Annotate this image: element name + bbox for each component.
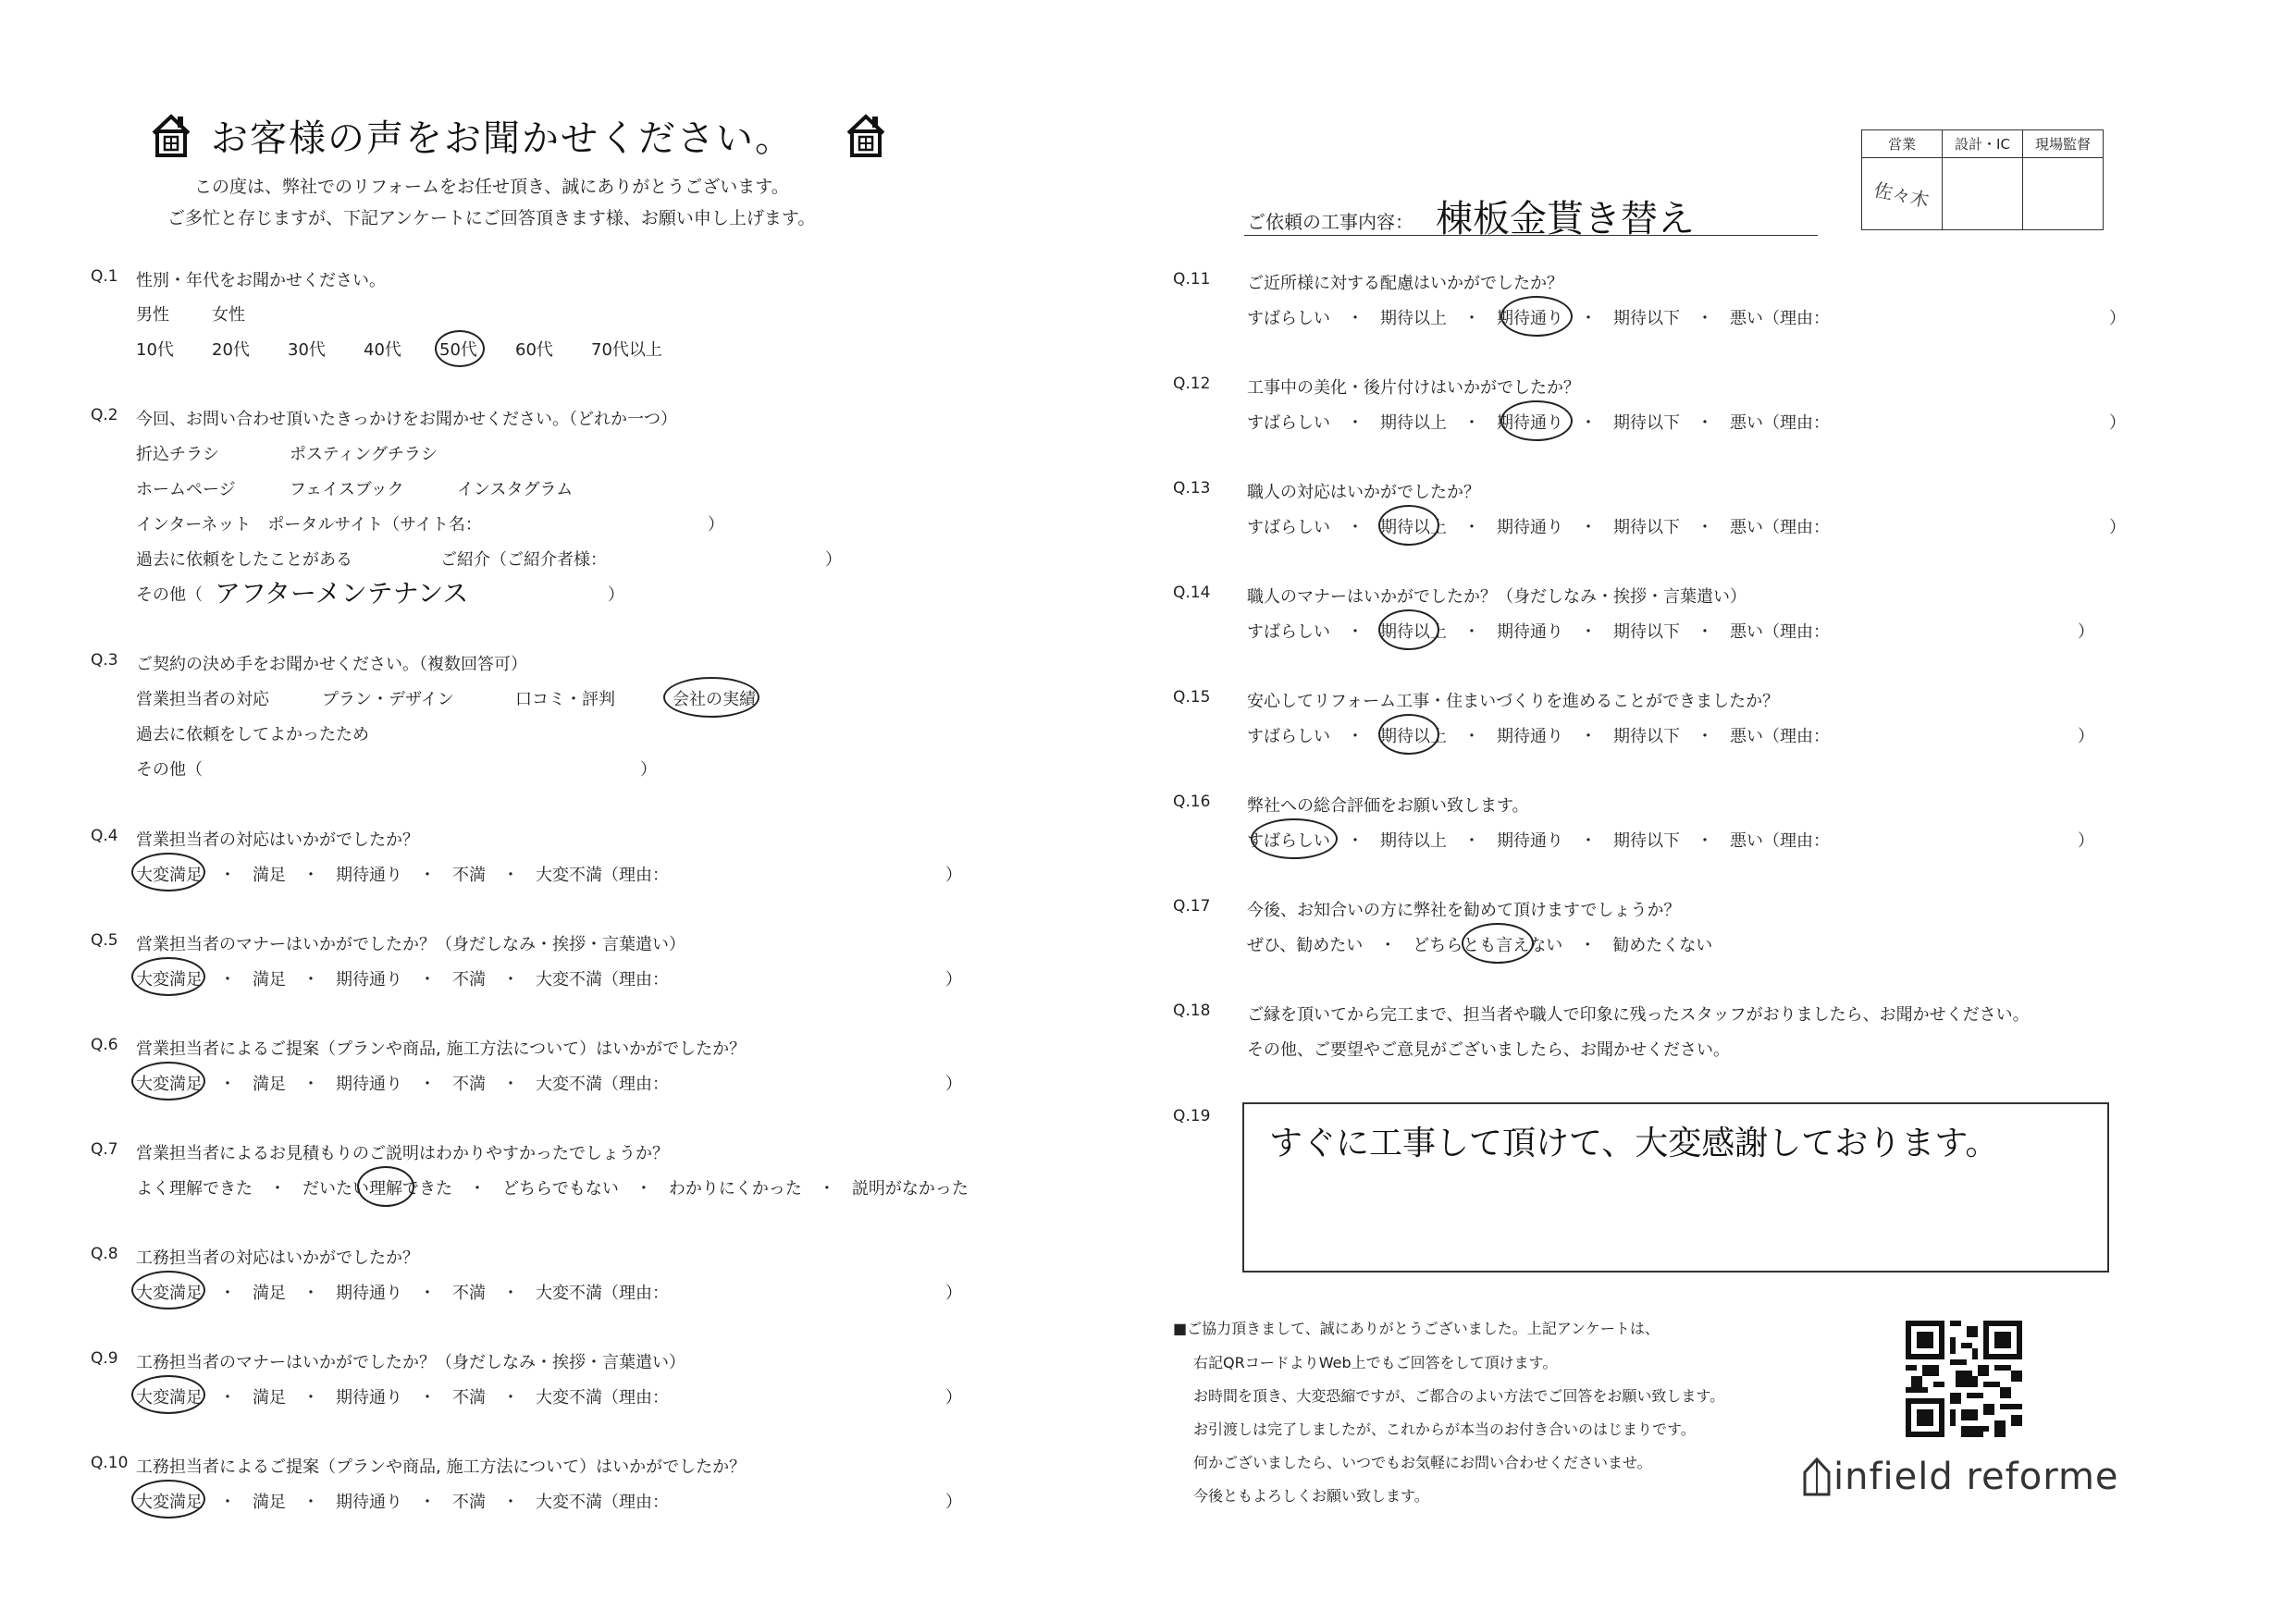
intro-line-2: ご多忙と存じますが、下記アンケートにご回答頂きます様、お願い申し上げます。 xyxy=(167,208,816,228)
q1-age-30s[interactable]: 30代 xyxy=(288,340,326,360)
q11-number: Q.11 xyxy=(1173,270,1211,289)
q3-opt-reviews[interactable]: 口コミ・評判 xyxy=(515,690,615,709)
q5-options[interactable]: 大変満足 ・ 満足 ・ 期待通り ・ 不満 ・ 大変不満（理由： xyxy=(136,970,669,990)
answer-circle xyxy=(1378,505,1439,546)
qr-code-icon[interactable] xyxy=(1906,1321,2022,1437)
q15-close: ） xyxy=(2078,727,2094,746)
staff-box xyxy=(1861,129,2104,230)
q10-text: 工務担当者によるご提案（プランや商品, 施工方法について）はいかがでしたか？ xyxy=(136,1457,747,1477)
logo-house-icon xyxy=(1802,1456,1832,1498)
q2-number: Q.2 xyxy=(91,406,118,424)
answer-circle xyxy=(1500,400,1573,441)
closing-line-6: 今後ともよろしくお願い致します。 xyxy=(1193,1487,1429,1505)
q6-number: Q.6 xyxy=(91,1036,118,1054)
q2-opt-flyer[interactable]: 折込チラシ xyxy=(136,445,219,464)
q7-options[interactable]: よく理解できた ・ だいたい理解できた ・ どちらでもない ・ わかりにくかった ・ 説明がなかった xyxy=(136,1179,969,1199)
q10-number: Q.10 xyxy=(91,1454,129,1472)
q12-options[interactable]: すばらしい ・ 期待以上 ・ 期待通り ・ 期待以下 ・ 悪い（理由： xyxy=(1247,413,1830,433)
work-value: 棟板金貰き替え xyxy=(1436,198,1695,240)
q2-opt-facebook[interactable]: フェイスブック xyxy=(290,480,404,499)
answer-circle xyxy=(1462,923,1534,964)
answer-circle xyxy=(131,1375,205,1414)
q2-other-close: ） xyxy=(608,585,624,605)
q1-text: 性別・年代をお聞かせください。 xyxy=(136,271,386,290)
q3-other-close: ） xyxy=(640,760,657,780)
q16-number: Q.16 xyxy=(1173,793,1211,811)
answer-circle xyxy=(131,1480,205,1518)
staff-header-design: 設計・IC xyxy=(1943,130,2023,158)
answer-circle xyxy=(663,677,759,718)
q8-number: Q.8 xyxy=(91,1245,118,1263)
staff-stamp: 佐々木 xyxy=(1871,178,1932,212)
q15-options[interactable]: すばらしい ・ 期待以上 ・ 期待通り ・ 期待以下 ・ 悪い（理由： xyxy=(1247,727,1830,746)
q1-gender-female[interactable]: 女性 xyxy=(212,305,245,325)
company-logo: infield reforme xyxy=(1833,1456,2119,1498)
answer-circle xyxy=(357,1166,414,1207)
answer-circle xyxy=(1378,609,1439,650)
q2-opt-instagram[interactable]: インスタグラム xyxy=(457,480,574,499)
q6-close: ） xyxy=(945,1075,962,1094)
q5-number: Q.5 xyxy=(91,931,118,950)
staff-header-site: 現場監督 xyxy=(2023,130,2104,158)
page-title: お客様の声をお聞かせください。 xyxy=(211,117,794,160)
work-label: ご依頼の工事内容： xyxy=(1247,211,1413,233)
q14-text: 職人のマナーはいかがでしたか？（身だしなみ・挨拶・言葉遣い） xyxy=(1247,587,1747,607)
closing-line-3: お時間を頂き、大変恐縮ですが、ご都合のよい方法でご回答をお願い致します。 xyxy=(1193,1387,1725,1405)
q17-options[interactable]: ぜひ、勧めたい ・ どちらとも言えない ・ 勧めたくない xyxy=(1247,936,1713,955)
q11-options[interactable]: すばらしい ・ 期待以上 ・ 期待通り ・ 期待以下 ・ 悪い（理由： xyxy=(1247,309,1830,328)
q2-opt-portal[interactable]: インターネット ポータルサイト（サイト名： xyxy=(136,515,482,535)
q11-text: ご近所様に対する配慮はいかがでしたか？ xyxy=(1247,274,1563,293)
answer-circle xyxy=(1251,818,1338,859)
q18-number: Q.18 xyxy=(1173,1002,1211,1020)
q9-options[interactable]: 大変満足 ・ 満足 ・ 期待通り ・ 不満 ・ 大変不満（理由： xyxy=(136,1388,669,1408)
q2-portal-close: ） xyxy=(708,515,724,535)
q8-close: ） xyxy=(945,1284,962,1303)
q7-text: 営業担当者によるお見積もりのご説明はわかりやすかったでしょうか？ xyxy=(136,1144,669,1163)
house-icon xyxy=(845,111,887,159)
q13-text: 職人の対応はいかがでしたか？ xyxy=(1247,483,1480,502)
answer-circle xyxy=(131,957,205,996)
q1-age-60s[interactable]: 60代 xyxy=(515,340,553,360)
q15-number: Q.15 xyxy=(1173,688,1211,707)
q10-options[interactable]: 大変満足 ・ 満足 ・ 期待通り ・ 不満 ・ 大変不満（理由： xyxy=(136,1493,669,1512)
q14-number: Q.14 xyxy=(1173,584,1211,602)
q10-close: ） xyxy=(945,1493,962,1512)
closing-line-4: お引渡しは完了しましたが、これからが本当のお付き合いのはじまりです。 xyxy=(1193,1420,1696,1438)
answer-circle xyxy=(131,853,205,891)
q5-text: 営業担当者のマナーはいかがでしたか？（身だしなみ・挨拶・言葉遣い） xyxy=(136,935,685,954)
q3-opt-plan[interactable]: プラン・デザイン xyxy=(322,690,454,709)
q3-opt-record[interactable]: 会社の実績 xyxy=(673,690,756,709)
q13-options[interactable]: すばらしい ・ 期待以上 ・ 期待通り ・ 期待以下 ・ 悪い（理由： xyxy=(1247,518,1830,537)
q9-text: 工務担当者のマナーはいかがでしたか？（身だしなみ・挨拶・言葉遣い） xyxy=(136,1353,685,1372)
q4-options[interactable]: 大変満足 ・ 満足 ・ 期待通り ・ 不満 ・ 大変不満（理由： xyxy=(136,866,669,885)
q3-opt-past[interactable]: 過去に依頼をしてよかったため xyxy=(136,725,369,744)
q2-opt-past[interactable]: 過去に依頼をしたことがある xyxy=(136,550,352,570)
q5-close: ） xyxy=(945,970,962,990)
q2-opt-homepage[interactable]: ホームページ xyxy=(136,480,236,499)
answer-circle xyxy=(1378,714,1439,755)
q2-other-value: アフターメンテナンス xyxy=(215,578,469,609)
closing-line-1: ■ご協力頂きまして、誠にありがとうございました。上記アンケートは、 xyxy=(1173,1320,1660,1337)
q2-text: 今回、お問い合わせ頂いたきっかけをお聞かせください。（どれか一つ） xyxy=(136,410,677,429)
q2-opt-posting[interactable]: ポスティングチラシ xyxy=(290,445,438,464)
q4-number: Q.4 xyxy=(91,827,118,845)
q16-options[interactable]: すばらしい ・ 期待以上 ・ 期待通り ・ 期待以下 ・ 悪い（理由： xyxy=(1247,831,1830,851)
q17-number: Q.17 xyxy=(1173,897,1211,916)
staff-header-sales: 営業 xyxy=(1862,130,1943,158)
house-icon xyxy=(150,111,192,159)
q16-text: 弊社への総合評価をお願い致します。 xyxy=(1247,796,1529,816)
q18-text: ご縁を頂いてから完工まで、担当者や職人で印象に残ったスタッフがおりましたら、お聞かせください。 xyxy=(1247,1005,2030,1025)
q16-close: ） xyxy=(2078,831,2094,851)
q15-text: 安心してリフォーム工事・住まいづくりを進めることができましたか？ xyxy=(1247,692,1780,711)
intro-line-1: この度は、弊社でのリフォームをお任せ頂き、誠にありがとうございます。 xyxy=(194,177,789,197)
q1-gender-male[interactable]: 男性 xyxy=(136,305,169,325)
q3-opt-sales[interactable]: 営業担当者の対応 xyxy=(136,690,269,709)
q19-number: Q.19 xyxy=(1173,1107,1211,1125)
q14-close: ） xyxy=(2078,622,2094,642)
q12-close: ） xyxy=(2109,413,2126,433)
q6-options[interactable]: 大変満足 ・ 満足 ・ 期待通り ・ 不満 ・ 大変不満（理由： xyxy=(136,1075,669,1094)
q8-text: 工務担当者の対応はいかがでしたか？ xyxy=(136,1248,419,1268)
q6-text: 営業担当者によるご提案（プランや商品, 施工方法について）はいかがでしたか？ xyxy=(136,1039,747,1059)
answer-circle xyxy=(131,1271,205,1309)
work-underline xyxy=(1244,235,1818,236)
q1-number: Q.1 xyxy=(91,267,118,286)
q3-opt-other[interactable]: その他（ xyxy=(136,760,203,780)
answer-circle xyxy=(435,330,485,367)
q1-age-40s[interactable]: 40代 xyxy=(364,340,401,360)
closing-line-5: 何かございましたら、いつでもお気軽にお問い合わせくださいませ。 xyxy=(1193,1454,1652,1471)
q1-age-20s[interactable]: 20代 xyxy=(212,340,250,360)
q13-number: Q.13 xyxy=(1173,479,1211,498)
q2-referral-close: ） xyxy=(825,550,842,570)
q3-number: Q.3 xyxy=(91,651,118,670)
q4-text: 営業担当者の対応はいかがでしたか？ xyxy=(136,830,419,850)
q1-age-10s[interactable]: 10代 xyxy=(136,340,174,360)
q7-number: Q.7 xyxy=(91,1140,118,1159)
q12-text: 工事中の美化・後片付けはいかがでしたか？ xyxy=(1247,378,1580,398)
q19-answer: すぐに工事して頂けて、大変感謝しております。 xyxy=(1269,1125,1999,1162)
q13-close: ） xyxy=(2109,518,2126,537)
closing-line-2: 右記QRコードよりWeb上でもご回答をして頂けます。 xyxy=(1193,1354,1558,1371)
q3-text: ご契約の決め手をお聞かせください。（複数回答可） xyxy=(136,655,527,674)
q14-options[interactable]: すばらしい ・ 期待以上 ・ 期待通り ・ 期待以下 ・ 悪い（理由： xyxy=(1247,622,1830,642)
q18-text-2: その他、ご要望やご意見がございましたら、お聞かせください。 xyxy=(1247,1040,1730,1060)
q1-age-50s[interactable]: 50代 xyxy=(439,340,477,360)
answer-circle xyxy=(1500,296,1573,337)
answer-circle xyxy=(131,1062,205,1100)
q2-opt-other[interactable]: その他（ xyxy=(136,585,203,605)
q17-text: 今後、お知合いの方に弊社を勧めて頂けますでしょうか？ xyxy=(1247,901,1681,920)
q11-close: ） xyxy=(2109,309,2126,328)
q2-opt-referral[interactable]: ご紹介（ご紹介者様： xyxy=(440,550,607,570)
q12-number: Q.12 xyxy=(1173,375,1211,393)
q9-close: ） xyxy=(945,1388,962,1408)
q1-age-70s-plus[interactable]: 70代以上 xyxy=(591,340,662,360)
q4-close: ） xyxy=(945,866,962,885)
q9-number: Q.9 xyxy=(91,1349,118,1368)
q8-options[interactable]: 大変満足 ・ 満足 ・ 期待通り ・ 不満 ・ 大変不満（理由： xyxy=(136,1284,669,1303)
